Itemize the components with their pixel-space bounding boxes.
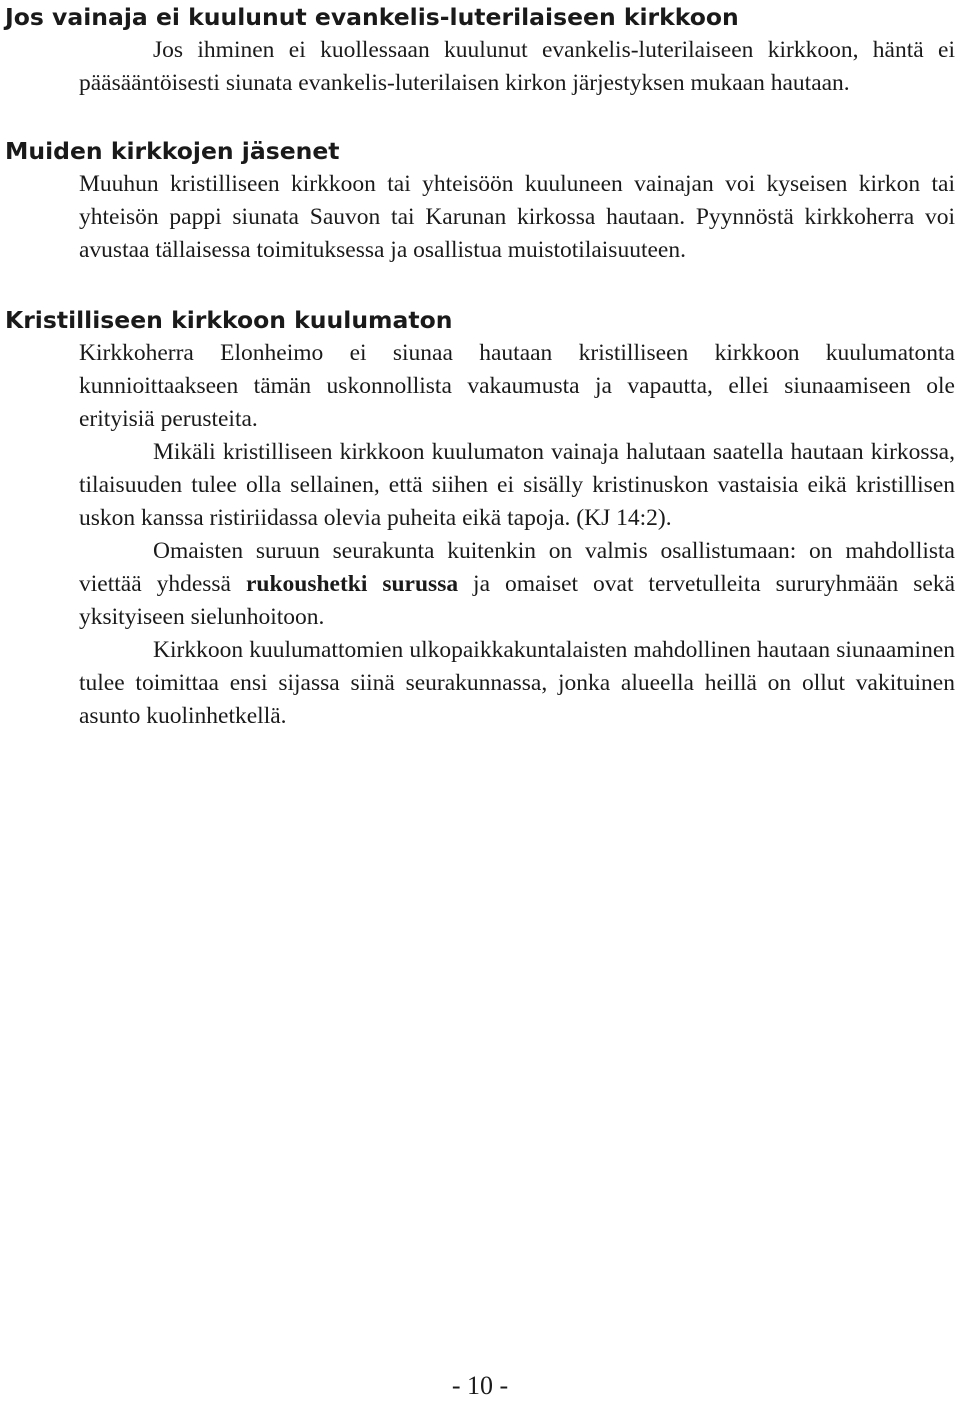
paragraph-text-after: ja omaiset ovat tervetulleita sururyhmään sekä yksityiseen sielunhoitoon. [79, 571, 955, 630]
section-heading: Kristilliseen kirkkoon kuulumaton [5, 306, 453, 334]
section-non-member [5, 0, 955, 100]
paragraph-text-before: Omaisten suruun seurakunta kuitenkin on valmis osallistumaan: on mahdollista viettää yhdessä [79, 538, 955, 597]
section-heading: Muiden kirkkojen jäsenet [5, 137, 340, 165]
section-paragraph: Kirkkoon kuulumattomien ulkopaikkakuntalaisten mahdollinen hautaan siunaaminen tulee toimittaa ensi sijassa siinä seurakunnassa, jonka alueella heillä on ollut vakituinen asunto kuolinhetkellä. [79, 637, 955, 729]
section-paragraph: Muuhun kristilliseen kirkkoon tai yhteisöön kuuluneen vainajan voi kyseisen kirkon tai yhteisön pappi siunata Sauvon tai Karunan kirkossa hautaan. Pyynnöstä kirkkoherra voi avustaa tällaisessa toimituksessa ja osallistua muistotilaisuuteen. [79, 171, 955, 263]
section-paragraph: Kirkkoherra Elonheimo ei siunaa hautaan kristilliseen kirkkoon kuulumatonta kunnioittaakseen tämän uskonnollista vakaumusta ja vapautta, ellei siunaamiseen ole erityisiä perusteita. [79, 340, 955, 432]
prayer-service-highlight: rukoushetki surussa [245, 571, 459, 597]
section-other-churches [5, 134, 955, 267]
section-paragraph-with-highlight [5, 535, 955, 634]
section-paragraph: Jos ihminen ei kuollessaan kuulunut evankelis-luterilaiseen kirkkoon, häntä ei pääsääntöisesti siunata evankelis-luterilaisen kirkon järjestyksen mukaan hautaan. [79, 37, 955, 96]
page-number: - 10 - [451, 1371, 509, 1400]
section-non-christian [5, 303, 955, 733]
section-heading: Jos vainaja ei kuulunut evankelis-luterilaiseen kirkkoon [5, 3, 739, 31]
section-paragraph: Mikäli kristilliseen kirkkoon kuulumaton vainaja halutaan saatella hautaan kirkossa, tilaisuuden tulee olla sellainen, että siihen ei sisälly kristinuskon vastaisia eikä kristillisen uskon kanssa ristiriidassa olevia puheita eikä tapoja. (KJ 14:2). [79, 439, 955, 531]
